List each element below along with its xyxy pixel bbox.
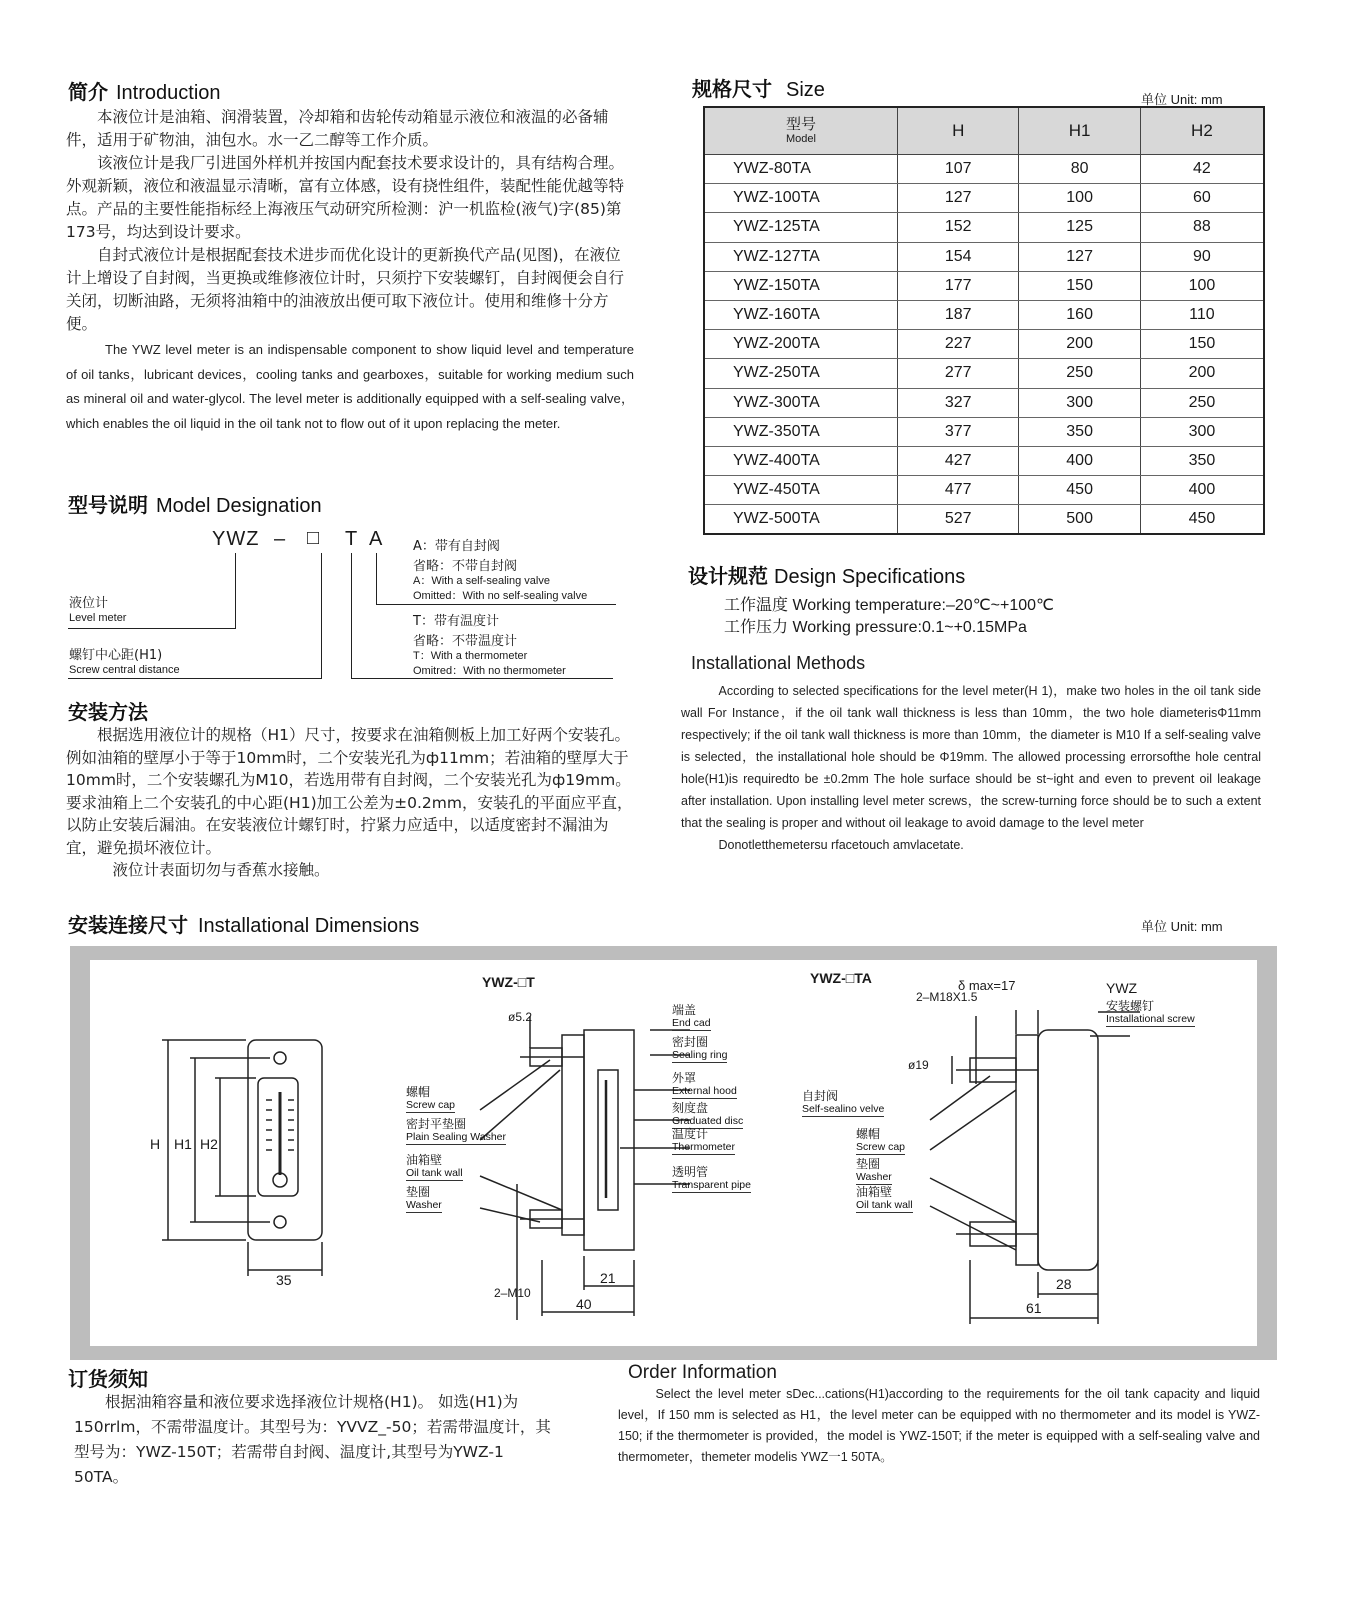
cell-model: YWZ-300TA [704, 388, 898, 417]
install-en-heading: Installational Methods [691, 653, 866, 673]
model-t-en2: Omitred：With no thermometer [413, 665, 566, 677]
dim-label-28: 28 [1056, 1276, 1072, 1292]
label-ywz: YWZ [1106, 980, 1138, 996]
dim-label-delta: δ max=17 [958, 978, 1016, 993]
cell-h2: 350 [1140, 446, 1264, 475]
install-zh-paragraph-1: 根据选用液位计的规格（H1）尺寸，按要求在油箱侧板上加工好两个安装孔。例如油箱的壁厚小于等于10mm时，二个安装光孔为ф11mm；若油箱的壁厚大于10mm时，二个安装螺孔为M10，若选用带有自封阀，二个安装光孔为ф19mm。要求油箱上二个安装孔的中心距(H1)加工公差为±0.2mm，安装孔的平面应平直，以防止安装后漏油。在安装液位计螺钉时，拧紧力应适中，以适度密封不漏油为宜，避免损坏液位计。 [66, 726, 633, 857]
cell-model: YWZ-450TA [704, 476, 898, 505]
cell-h1: 350 [1019, 417, 1140, 446]
order-zh-paragraph: 根据油箱容量和液位要求选择液位计规格(H1)。 如选(H1)为150rrlm，不需带温度计。其型号为：YVVZ_-50；若需带温度计，其型号为：YWZ-150T；若需带自封阀、温度计,其型号为YWZ-1 50TA。 [74, 1393, 551, 1486]
callout-washer-ta: 垫圈 Washer [856, 1157, 892, 1183]
intro-heading [68, 76, 221, 105]
model-heading-en: Model Designation [156, 495, 322, 517]
table-row [704, 213, 1264, 242]
cell-h: 227 [898, 330, 1019, 359]
col-model [704, 107, 898, 155]
drawing-title-ta: YWZ-□TA [810, 970, 872, 986]
table-row [704, 242, 1264, 271]
design-press: 工作压力 Working pressure:0.1~+0.15MPa [724, 619, 1027, 636]
dims-figure [90, 960, 1257, 1346]
size-heading [692, 73, 825, 102]
col-h: H [898, 107, 1019, 155]
cell-model: YWZ-100TA [704, 184, 898, 213]
model-a-desc [413, 539, 587, 604]
model-sc-en: Screw central distance [69, 664, 180, 676]
dims-unit: 单位 Unit: mm [1141, 919, 1223, 934]
table-row [704, 359, 1264, 388]
design-heading-zh: 设计规范 [688, 564, 768, 588]
order-en-block [618, 1384, 1260, 1468]
table-row [704, 476, 1264, 505]
cell-h: 107 [898, 155, 1019, 184]
model-a-zh1: A：带有自封阀 [413, 539, 500, 554]
callout-oil-tank-wall-ta: 油箱壁 Oil tank wall [856, 1185, 913, 1211]
model-t-desc [413, 614, 566, 679]
cell-model: YWZ-200TA [704, 330, 898, 359]
model-a-en1: A：With a self-sealing valve [413, 575, 550, 587]
cell-h2: 110 [1140, 300, 1264, 329]
model-lm-zh: 液位计 [69, 596, 109, 611]
model-lm-en: Level meter [69, 612, 127, 624]
model-code-dash: – [274, 528, 287, 550]
install-zh-heading [68, 696, 148, 725]
dims-heading [68, 909, 419, 938]
table-row [704, 155, 1264, 184]
cell-model: YWZ-125TA [704, 213, 898, 242]
cell-h1: 200 [1019, 330, 1140, 359]
cell-h1: 250 [1019, 359, 1140, 388]
cell-h2: 88 [1140, 213, 1264, 242]
cell-h1: 80 [1019, 155, 1140, 184]
model-t-zh2: 省略：不带温度计 [413, 634, 518, 649]
leader-line [68, 678, 322, 679]
leader-line [68, 628, 236, 629]
size-table [703, 106, 1265, 535]
leader-line [351, 553, 352, 679]
cell-h: 477 [898, 476, 1019, 505]
leader-line [235, 553, 236, 629]
install-en-paragraph-1: According to selected specifications for the level meter(H 1)，make two holes in the oil tank side wall For Instance，if the oil tank wall thickness is less than 10mm，the two hole diameterisΦ11mm respectively; if the oil tank wall thickness is more than 10mm，the diameter is M10 If a self-sealing valve is selected，the installational hole should be Φ19mm. The allowed processing errorsofthe hole central hole(H1)is requiredto be ±0.2mm The hole surface should be st~ight and even to prevent oil leakage after installation. Upon installing level meter screws，the screw-turning force should be to such a extent that the sealing is proper and without oil leakage to avoid damage to the level meter [681, 684, 1261, 830]
cell-h1: 150 [1019, 271, 1140, 300]
cell-h2: 90 [1140, 242, 1264, 271]
meter-side-body-ta [1038, 1030, 1098, 1270]
oil-tank-wall-t [562, 1035, 584, 1235]
cell-h: 127 [898, 184, 1019, 213]
model-code-ywz: YWZ [212, 528, 260, 550]
callout-end-cap: 端盖 End cad [672, 1003, 711, 1029]
cell-h: 154 [898, 242, 1019, 271]
order-en-heading: Order Information [628, 1362, 777, 1383]
design-temp: 工作温度 Working temperature:–20℃~+100℃ [724, 597, 1055, 614]
dim-label-52: ø5.2 [508, 1010, 533, 1024]
cell-model: YWZ-500TA [704, 505, 898, 535]
callout-external-hood: 外罩 External hood [672, 1071, 737, 1097]
meter-front-window [258, 1078, 298, 1196]
install-zh-block [66, 724, 638, 882]
table-row [704, 505, 1264, 535]
col-h2: H2 [1140, 107, 1264, 155]
table-row [704, 446, 1264, 475]
model-a-en2: Omitted：With no self-sealing valve [413, 590, 588, 602]
dim-label-40: 40 [576, 1296, 592, 1312]
intro-heading-en: Introduction [116, 82, 221, 104]
cell-h1: 100 [1019, 184, 1140, 213]
col-model-en: Model [786, 133, 816, 145]
intro-paragraph-2: 该液位计是我厂引进国外样机并按国内配套技术要求设计的，具有结构合理。外观新颖，液位和液温显示清晰，富有立体感，设有挠性组件，装配性能优越等特点。产品的主要性能指标经上海液压气动研究所检测：沪一机监检(液气)字(85)第173号，均达到设计要求。 [66, 154, 625, 241]
meter-top-screw [274, 1052, 286, 1064]
model-heading [68, 489, 322, 518]
cell-h: 177 [898, 271, 1019, 300]
callout-transparent-pipe: 透明管 Transparent pipe [672, 1165, 751, 1191]
cell-h: 152 [898, 213, 1019, 242]
order-en-paragraph: Select the level meter sDec...cations(H1)according to the requirements for the oil tank capacity and liquid level，If 150 mm is selected as H1，the level meter can be equipped with no thermometer and its model is YWZ-150; if the thermometer is provided，the model is YWZ-150T; if the meter is equipped with a self-sealing valve and thermometer，themeter modelis YWZ一1 50TA。 [618, 1387, 1260, 1464]
intro-paragraph-3: 自封式液位计是根据配套技术进步而优化设计的更新换代产品(见图)，在液位计上增设了自封阀，当更换或维修液位计时，只须拧下安装螺钉，自封阀便会自行关闭，切断油路，无须将油箱中的油液放出便可取下液位计。使用和维修十分方便。 [66, 246, 625, 333]
dim-label-h1: H1 [174, 1136, 192, 1152]
callout-plain-sealing-washer: 密封平垫圈 Plain Sealing Washer [406, 1117, 506, 1143]
dims-heading-en: Installational Dimensions [198, 915, 420, 937]
cell-model: YWZ-350TA [704, 417, 898, 446]
col-model-zh: 型号 [785, 116, 816, 133]
cell-h: 187 [898, 300, 1019, 329]
cell-h: 277 [898, 359, 1019, 388]
dim-label-2m10: 2–M10 [494, 1286, 531, 1300]
install-zh-paragraph-2: 液位计表面切勿与香蕉水接触。 [112, 861, 330, 879]
size-heading-zh: 规格尺寸 [692, 77, 772, 101]
meter-side-body-t [584, 1030, 634, 1250]
cell-h: 327 [898, 388, 1019, 417]
drawing-title-t: YWZ-□T [482, 974, 535, 990]
meter-bottom-screw [274, 1216, 286, 1228]
col-h1: H1 [1019, 107, 1140, 155]
order-zh-heading [68, 1363, 148, 1392]
cell-h1: 450 [1019, 476, 1140, 505]
dim-label-h2: H2 [200, 1136, 218, 1152]
cell-h2: 200 [1140, 359, 1264, 388]
cell-h: 377 [898, 417, 1019, 446]
cell-model: YWZ-127TA [704, 242, 898, 271]
cell-h2: 150 [1140, 330, 1264, 359]
cell-h2: 450 [1140, 505, 1264, 535]
leader-line [376, 604, 616, 605]
dim-label-35: 35 [276, 1272, 292, 1288]
table-row [704, 271, 1264, 300]
intro-heading-zh: 简介 [68, 80, 108, 104]
install-zh-heading-text: 安装方法 [68, 700, 148, 724]
order-zh-heading-text: 订货须知 [68, 1367, 148, 1391]
dim-label-2m18: 2–M18X1.5 [916, 990, 978, 1004]
cell-h2: 42 [1140, 155, 1264, 184]
install-en-paragraph-2: Donotletthemetersu rfacetouch amvlacetate. [718, 838, 964, 852]
install-en-block [681, 680, 1261, 856]
callout-oil-tank-wall: 油箱壁 Oil tank wall [406, 1153, 463, 1179]
intro-en-block [66, 338, 634, 436]
size-unit: 单位 Unit: mm [1141, 92, 1223, 107]
dim-label-61: 61 [1026, 1300, 1042, 1316]
model-sc-zh: 螺钉中心距(H1) [69, 648, 163, 663]
cell-model: YWZ-150TA [704, 271, 898, 300]
dims-heading-zh: 安装连接尺寸 [68, 913, 188, 937]
cell-h: 527 [898, 505, 1019, 535]
intro-paragraph-en: The YWZ level meter is an indispensable component to show liquid level and temperature of oil tanks，lubricant devices，cooling tanks and gearboxes，suitable for working medium such as mineral oil and water-glycol. The level meter is additionally equipped with a self-sealing valve，which enables the oil liquid in the oil tank not to flow out of it upon replacing the meter. [66, 342, 634, 431]
meter-side-pipe-t [598, 1070, 618, 1210]
cell-model: YWZ-80TA [704, 155, 898, 184]
size-table-header [704, 107, 1264, 155]
model-code-a: A [369, 528, 384, 550]
cell-h1: 160 [1019, 300, 1140, 329]
callout-thermometer: 温度计 Thermometer [672, 1127, 736, 1153]
table-row [704, 417, 1264, 446]
table-row [704, 388, 1264, 417]
cell-h2: 100 [1140, 271, 1264, 300]
cell-h2: 400 [1140, 476, 1264, 505]
cell-h1: 400 [1019, 446, 1140, 475]
model-levelmeter-label [69, 596, 126, 626]
cell-h2: 60 [1140, 184, 1264, 213]
cell-h: 427 [898, 446, 1019, 475]
design-heading-en: Design Specifications [774, 566, 966, 588]
dim-label-19: ø19 [908, 1058, 929, 1072]
model-code-t: T [345, 528, 359, 550]
cell-h2: 250 [1140, 388, 1264, 417]
size-heading-en: Size [786, 79, 825, 101]
model-code-box: □ [307, 527, 321, 549]
table-row [704, 184, 1264, 213]
cell-model: YWZ-160TA [704, 300, 898, 329]
cell-h2: 300 [1140, 417, 1264, 446]
model-t-en1: T：With a thermometer [413, 650, 528, 662]
callout-screw-cap: 螺帽 Screw cap [406, 1085, 456, 1111]
cell-h1: 500 [1019, 505, 1140, 535]
meter-front-body [248, 1040, 322, 1240]
leader-line [321, 553, 322, 679]
cell-h1: 125 [1019, 213, 1140, 242]
model-t-zh1: T：带有温度计 [413, 614, 499, 629]
callout-sealing-ring: 密封圈 Sealing ring [672, 1035, 728, 1061]
dim-label-h: H [150, 1136, 161, 1152]
design-heading [688, 560, 965, 589]
cell-h1: 127 [1019, 242, 1140, 271]
intro-zh-block [66, 106, 628, 336]
model-heading-zh: 型号说明 [68, 493, 148, 517]
model-screwdist-label [69, 648, 180, 678]
callout-self-sealing-valve: 自封阀 Self-sealino velve [802, 1089, 885, 1115]
dim-label-21: 21 [600, 1270, 616, 1286]
order-zh-block [74, 1390, 560, 1490]
table-row [704, 300, 1264, 329]
callout-screw-cap-ta: 螺帽 Screw cap [856, 1127, 906, 1153]
leader-line [376, 553, 377, 605]
callout-graduated-disc: 刻度盘 Graduated disc [672, 1101, 744, 1127]
model-a-zh2: 省略：不带自封阀 [413, 559, 518, 574]
cell-model: YWZ-250TA [704, 359, 898, 388]
dims-figure-frame [70, 946, 1277, 1360]
cell-h1: 300 [1019, 388, 1140, 417]
cell-model: YWZ-400TA [704, 446, 898, 475]
intro-paragraph-1: 本液位计是油箱、润滑装置，冷却箱和齿轮传动箱显示液位和液温的必备辅件，适用于矿物油，油包水。水一乙二醇等工作介质。 [66, 108, 609, 149]
callout-washer: 垫圈 Washer [406, 1185, 442, 1211]
meter-thermo-bulb [273, 1173, 287, 1187]
table-row [704, 330, 1264, 359]
callout-installational-screw: 安装螺钉 Installational screw [1106, 999, 1195, 1025]
